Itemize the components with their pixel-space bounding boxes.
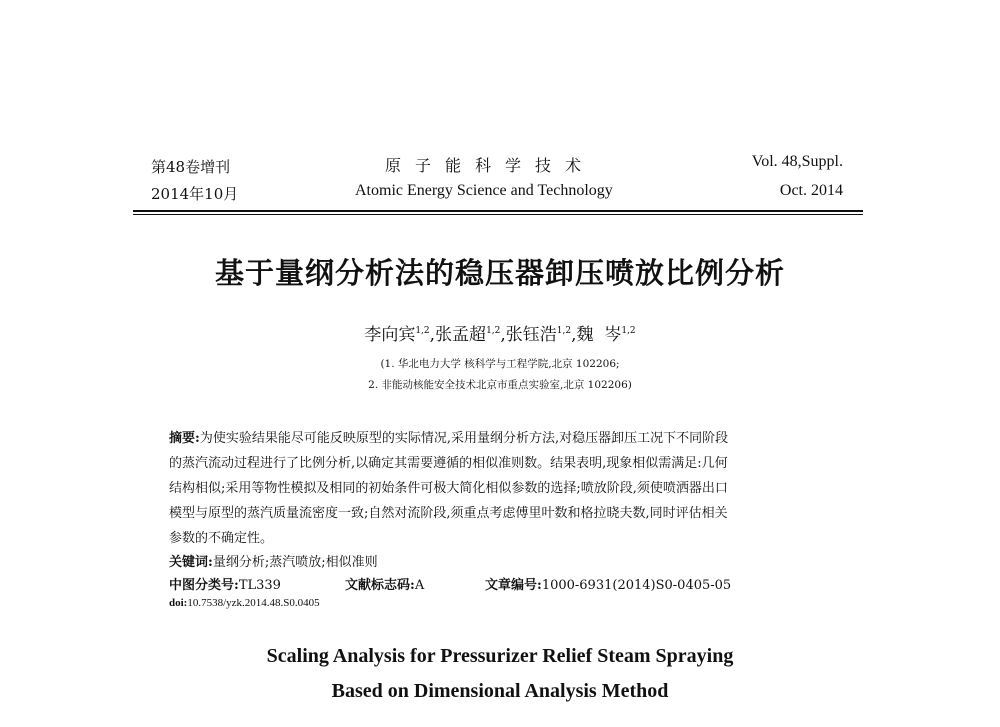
abstract-label: 摘要:	[169, 431, 200, 446]
classification-row	[169, 574, 749, 593]
author-list: 李向宾$^{1,2}$,张孟超$^{1,2}$,张钰浩$^{1,2}$,魏 岑$^{1,2}$	[364, 325, 636, 345]
paper-title-en: Scaling Analysis for Pressurizer Relief Steam Spraying	[266, 645, 734, 667]
clc-number: 中图分类号:TL339	[169, 578, 281, 593]
abstract-line: 模型与原型的蒸汽质量流密度一致;自然对流阶段,须重点考虑傅里叶数和格拉晓夫数,同时评估相关	[169, 506, 728, 521]
doi: doi:10.7538/yzk.2014.48.S0.0405	[169, 597, 320, 609]
paper-title-cn: 基于量纲分析法的稳压器卸压喷放比例分析	[214, 256, 785, 290]
author: 张孟超$^{1,2}$	[435, 325, 501, 345]
author: 张钰浩$^{1,2}$	[505, 325, 572, 345]
article-number: 文章编号:1000-6931(2014)S0-0405-05	[485, 578, 732, 593]
header-rule-thick	[133, 210, 863, 212]
journal-name-cn: 原子能科学技术	[385, 156, 596, 175]
affiliation: (1. 华北电力大学 核科学与工程学院,北京 102206;	[380, 358, 620, 370]
abstract-line: 结构相似;采用等物性模拟及相同的初始条件可极大简化相似参数的选择;喷放阶段,须使喷洒器出口	[169, 481, 728, 496]
abstract-line: 摘要:为使实验结果能尽可能反映原型的实际情况,采用量纲分析方法,对稳压器卸压工况下不同阶段	[169, 431, 729, 446]
journal-date-en: Oct. 2014	[779, 182, 843, 199]
journal-date-cn: 2014年10月	[151, 185, 239, 203]
keywords-label: 关键词:	[169, 555, 213, 570]
journal-volume-cn: 第48卷增刊	[151, 158, 231, 176]
abstract-line: 参数的不确定性。	[169, 531, 274, 546]
author: 李向宾$^{1,2}$	[364, 325, 430, 345]
document-code: 文献标志码:A	[345, 578, 425, 593]
abstract-line: 的蒸汽流动过程进行了比例分析,以确定其需要遵循的相似准则数。结果表明,现象相似需满足:几何	[169, 456, 728, 471]
keywords: 关键词:量纲分析;蒸汽喷放;相似准则	[169, 555, 378, 570]
paper-title-en: Based on Dimensional Analysis Method	[331, 680, 669, 702]
journal-name-en: Atomic Energy Science and Technology	[355, 182, 613, 199]
author: 魏 岑$^{1,2}$	[576, 325, 636, 345]
header-rule-thin	[133, 214, 863, 215]
affiliation: 2. 非能动核能安全技术北京市重点实验室,北京 102206)	[368, 379, 632, 391]
journal-volume-en: Vol. 48,Suppl.	[751, 153, 843, 170]
